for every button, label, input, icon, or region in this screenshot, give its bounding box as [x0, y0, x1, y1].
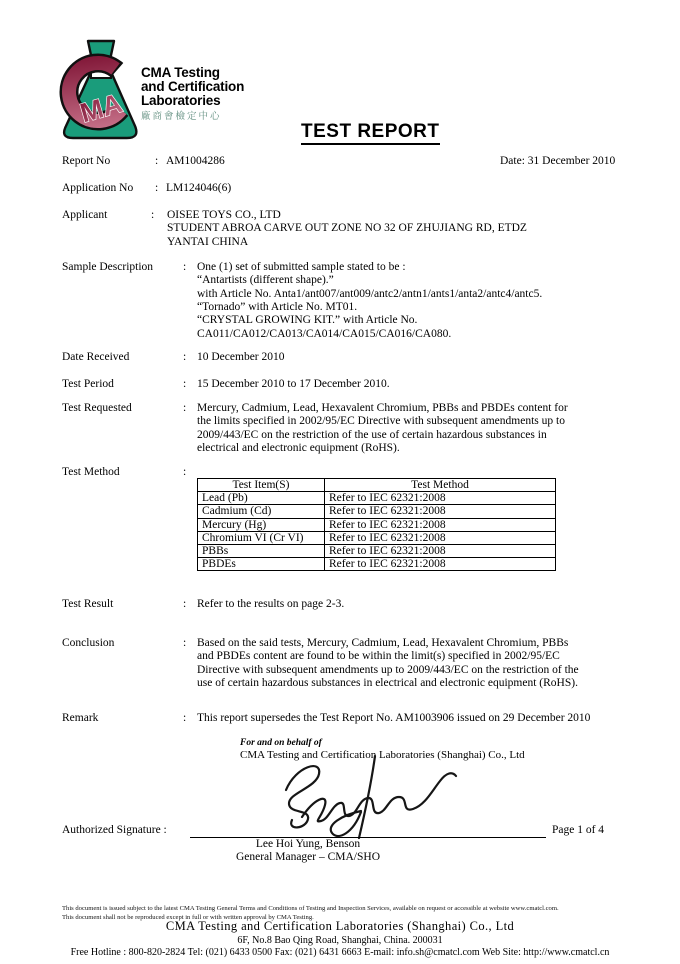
colon: :: [183, 598, 187, 610]
sample-line: CA011/CA012/CA013/CA014/CA015/CA016/CA080.: [197, 327, 452, 340]
table-cell-method: Refer to IEC 62321:2008: [325, 518, 556, 531]
footer-disclaimer-1: This document is issued subject to the latest CMA Testing General Terms and Conditions of Testing and Inspection Services, available on request or accessible at website www.cmatcl.com.: [62, 905, 559, 912]
date-received-value: 10 December 2010: [197, 351, 285, 363]
page-number: Page 1 of 4: [552, 824, 605, 836]
test-period-label: Test Period: [62, 378, 114, 390]
authorized-signature-label: Authorized Signature :: [62, 824, 167, 836]
sample-line: “Antartists (different shape).”: [197, 274, 334, 287]
report-no-label: Report No: [62, 155, 111, 167]
test-requested-line: electrical and electronic equipment (RoHS).: [197, 442, 400, 455]
table-cell-method: Refer to IEC 62321:2008: [325, 558, 556, 571]
application-no-label: Application No: [62, 182, 134, 194]
footer-contact: Free Hotline : 800-820-2824 Tel: (021) 6433 0500 Fax: (021) 6431 6663 E-mail: info.sh@cmatcl.com Web Site: http://www.cmatcl.cn: [70, 947, 610, 958]
on-behalf-of-text: For and on behalf of: [240, 738, 322, 748]
footer-address: 6F, No.8 Bao Qing Road, Shanghai, China. 200031: [237, 935, 443, 946]
company-name-line3: Laboratories: [141, 93, 221, 108]
test-result-label: Test Result: [62, 598, 114, 610]
test-requested-line: 2009/443/EC on the restriction of the use of certain hazardous substances in: [197, 428, 547, 441]
sample-description-label: Sample Description: [62, 261, 154, 273]
conclusion-line: Directive with subsequent amendments up to 2009/443/EC on the restriction of the: [197, 663, 579, 676]
table-row: [198, 545, 556, 558]
test-requested-line: Mercury, Cadmium, Lead, Hexavalent Chromium, PBBs and PBDEs content for: [197, 402, 568, 414]
sample-description-value: [197, 261, 542, 341]
table-row: [198, 531, 556, 544]
table-row: [198, 505, 556, 518]
test-method-label: Test Method: [62, 466, 120, 478]
signer-block: [203, 838, 413, 863]
table-cell-item: PBBs: [198, 545, 325, 558]
table-row: [198, 492, 556, 505]
colon: :: [183, 402, 187, 414]
conclusion-line: use of certain hazardous substances in electrical and electronic equipment (RoHS).: [197, 677, 578, 690]
conclusion-line: Based on the said tests, Mercury, Cadmium, Lead, Hexavalent Chromium, PBBs: [197, 637, 569, 649]
table-cell-method: Refer to IEC 62321:2008: [325, 505, 556, 518]
applicant-label: Applicant: [62, 209, 108, 221]
colon: :: [183, 351, 187, 363]
applicant-line: STUDENT ABROA CARVE OUT ZONE NO 32 OF ZHUJIANG RD, ETDZ: [167, 222, 527, 235]
table-row: [198, 558, 556, 571]
company-name-chinese: 廠商會檢定中心: [141, 111, 222, 122]
test-requested-line: the limits specified in 2002/95/EC Directive with subsequent amendments up to: [197, 415, 565, 428]
company-name-line1: CMA Testing: [141, 65, 220, 80]
sample-line: “Tornado” with Article No. MT01.: [197, 301, 358, 314]
report-title: TEST REPORT: [301, 121, 440, 145]
company-name-line2: and Certification: [141, 79, 245, 94]
sample-line: “CRYSTAL GROWING KIT.” with Article No.: [197, 314, 418, 327]
sample-line: One (1) set of submitted sample stated to be :: [197, 261, 406, 273]
colon: :: [155, 182, 159, 194]
test-requested-value: [197, 402, 568, 455]
test-method-table: [197, 478, 556, 571]
table-header-test-item: Test Item(S): [198, 479, 325, 492]
colon: :: [183, 637, 187, 649]
table-cell-item: PBDEs: [198, 558, 325, 571]
logo-ma-letters: MA: [76, 87, 126, 129]
signer-name: Lee Hoi Yung, Benson: [255, 838, 361, 850]
signer-title: General Manager – CMA/SHO: [235, 850, 381, 863]
footer-company-name: CMA Testing and Certification Laboratories (Shanghai) Co., Ltd: [165, 919, 515, 933]
conclusion-value: [197, 637, 579, 690]
table-header-row: [198, 479, 556, 492]
colon: :: [183, 378, 187, 390]
colon: :: [183, 466, 187, 478]
table-cell-item: Cadmium (Cd): [198, 505, 325, 518]
test-result-value: Refer to the results on page 2-3.: [197, 598, 345, 610]
sample-line: with Article No. Anta1/ant007/ant009/antc2/antn1/ants1/anta2/antc4/antc5.: [197, 287, 543, 300]
table-cell-item: Mercury (Hg): [198, 518, 325, 531]
table-cell-method: Refer to IEC 62321:2008: [325, 545, 556, 558]
table-cell-method: Refer to IEC 62321:2008: [325, 531, 556, 544]
applicant-value: [167, 209, 527, 249]
report-no-value: AM1004286: [166, 155, 225, 167]
behalf-company-text: CMA Testing and Certification Laboratories (Shanghai) Co., Ltd: [240, 749, 525, 761]
cma-flask-logo-icon: [58, 38, 144, 146]
test-period-value: 15 December 2010 to 17 December 2010.: [197, 378, 390, 390]
table-header-test-method: Test Method: [325, 479, 556, 492]
company-name-block: [141, 66, 244, 124]
applicant-line: OISEE TOYS CO., LTD: [167, 209, 281, 221]
colon: :: [183, 712, 187, 724]
table-cell-item: Chromium VI (Cr VI): [198, 531, 325, 544]
colon: :: [151, 209, 155, 221]
footer-disclaimer-2: This document shall not be reproduced except in full or with written approval by CMA Testing.: [62, 914, 314, 921]
table-cell-method: Refer to IEC 62321:2008: [325, 492, 556, 505]
table-cell-item: Lead (Pb): [198, 492, 325, 505]
colon: :: [183, 261, 187, 273]
colon: :: [155, 155, 159, 167]
report-date: Date: 31 December 2010: [500, 155, 616, 167]
conclusion-label: Conclusion: [62, 637, 115, 649]
remark-label: Remark: [62, 712, 99, 724]
date-received-label: Date Received: [62, 351, 130, 363]
test-requested-label: Test Requested: [62, 402, 132, 414]
table-row: [198, 518, 556, 531]
signature-line: [190, 822, 546, 838]
conclusion-line: and PBDEs content are found to be within the limit(s) specified in 2002/95/EC: [197, 650, 560, 663]
remark-value: This report supersedes the Test Report No. AM1003906 issued on 29 December 2010: [197, 712, 591, 724]
application-no-value: LM124046(6): [166, 182, 232, 194]
applicant-line: YANTAI CHINA: [167, 235, 249, 248]
